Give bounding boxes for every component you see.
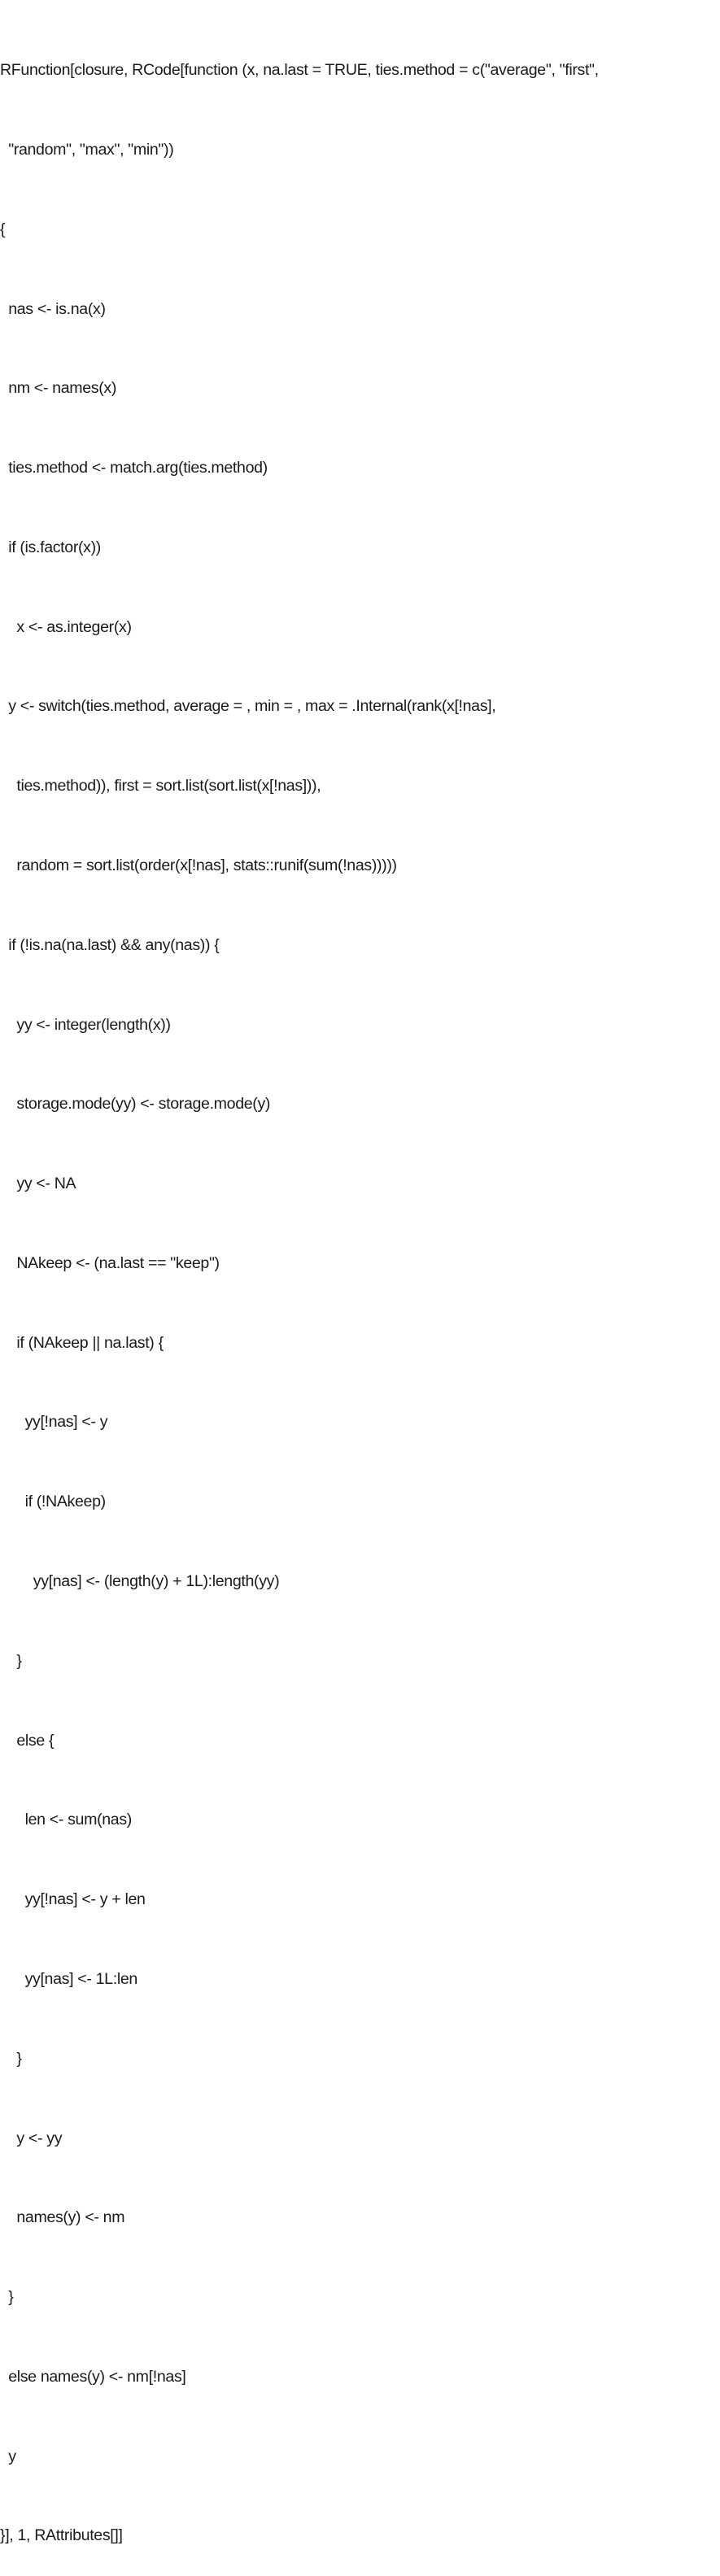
- code-line: }: [0, 2049, 22, 2068]
- code-line: }], 1, RAttributes[]]: [0, 2526, 123, 2545]
- code-line: ties.method)), first = sort.list(sort.list(x[!nas])),: [0, 777, 321, 795]
- code-line: x <- as.integer(x): [0, 617, 132, 636]
- code-line: y: [0, 2447, 16, 2465]
- code-line: random = sort.list(order(x[!nas], stats::runif(sum(!nas))))): [0, 856, 397, 874]
- code-line: }: [0, 1651, 22, 1670]
- code-line: if (!NAkeep): [0, 1493, 106, 1511]
- code-line: else names(y) <- nm[!nas]: [0, 2367, 186, 2386]
- code-line: if (NAkeep || na.last) {: [0, 1333, 164, 1352]
- code-line: y <- yy: [0, 2129, 63, 2147]
- code-line: y <- switch(ties.method, average = , min = , max = .Internal(rank(x[!nas],: [0, 697, 496, 716]
- code-line: yy[!nas] <- y + len: [0, 1890, 146, 1909]
- code-line: "random", "max", "min")): [0, 140, 174, 159]
- code-line: NAkeep <- (na.last == "keep"): [0, 1253, 220, 1272]
- code-line: {: [0, 220, 6, 238]
- code-line: else {: [0, 1731, 55, 1750]
- code-line: nas <- is.na(x): [0, 299, 106, 318]
- code-line: names(y) <- nm: [0, 2208, 125, 2227]
- code-line: len <- sum(nas): [0, 1811, 132, 1829]
- code-line: yy[nas] <- (length(y) + 1L):length(yy): [0, 1572, 280, 1591]
- code-line: yy <- integer(length(x)): [0, 1015, 171, 1034]
- code-line: yy <- NA: [0, 1175, 76, 1193]
- code-line: ties.method <- match.arg(ties.method): [0, 459, 268, 477]
- code-line: if (!is.na(na.last) && any(nas)) {: [0, 935, 220, 954]
- code-line: if (is.factor(x)): [0, 538, 101, 556]
- code-line: }: [0, 2288, 14, 2307]
- code-line: nm <- names(x): [0, 379, 117, 398]
- code-line: storage.mode(yy) <- storage.mode(y): [0, 1095, 271, 1114]
- code-line: yy[!nas] <- y: [0, 1413, 108, 1432]
- code-line: yy[nas] <- 1L:len: [0, 1969, 137, 1988]
- code-line: RFunction[closure, RCode[function (x, na.last = TRUE, ties.method = c("average", "first",: [0, 61, 599, 80]
